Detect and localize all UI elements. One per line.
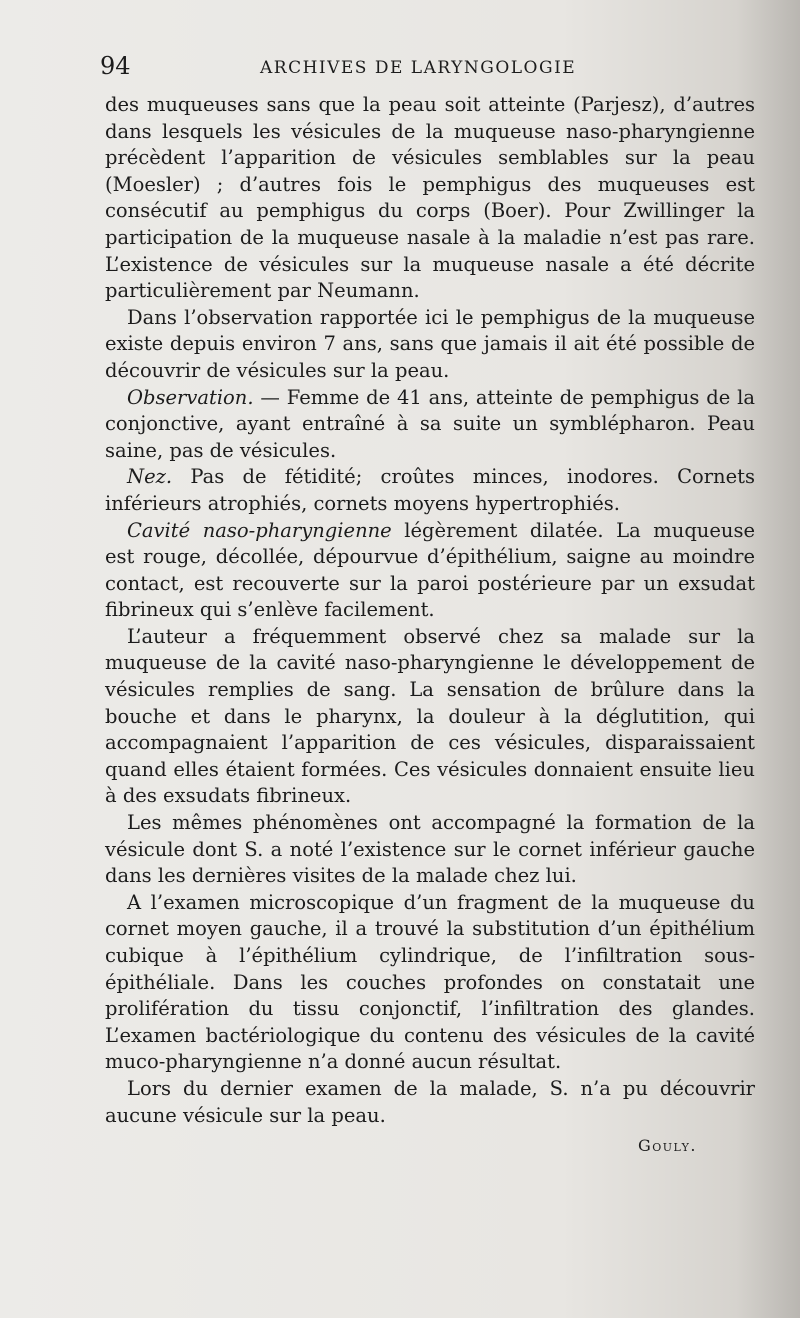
observation-label: Observation. — [127, 385, 254, 409]
observation-text: — Femme de 41 ans, atteinte de pemphigus de la conjonctive, ayant entraîné à sa suite un symblépharon. Peau saine, pas de vésicules. — [105, 385, 755, 462]
paragraph-examen: A l’examen microscopique d’un fragment de la muqueuse du cornet moyen gauche, il a trouvé la substitution d’un épithélium cubique à l’épithélium cylindrique, de l’infiltration sous-épithéliale. Dans les couches profondes on constatait une prolifération du tissu conjonctif, l’infiltration des glandes. L’examen bactériologique du contenu des vésicules de la cavité muco-pharyngienne n’a donné aucun résultat. — [105, 890, 755, 1074]
running-head: ARCHIVES DE LARYNGOLOGIE — [260, 58, 577, 78]
author-signature: Gouly. — [637, 1136, 697, 1156]
paragraph-1: des muqueuses sans que la peau soit atteinte (Parjesz), d’autres dans lesquels les vésicules de la muqueuse naso-pharyngienne précèdent l’apparition de vésicules semblables sur la peau (Moesler) ; d’autres fois le pemphigus des muqueuses est consécutif au pemphigus du corps (Boer). Pour Zwillinger la participation de la muqueuse nasale à la maladie n’est pas rare. L’existence de vésicules sur la muqueuse nasale a été décrite particulièrement par Neumann. — [105, 93, 755, 303]
paragraph-phenomenes: Les mêmes phénomènes ont accompagné la formation de la vésicule dont S. a noté l’existence sur le cornet inférieur gauche dans les dernières visites de la malade chez lui. — [105, 811, 755, 888]
body-text — [105, 92, 755, 1160]
page-number: 94 — [100, 52, 131, 80]
page-header — [100, 52, 760, 86]
nez-text: Pas de fétidité; croûtes minces, inodores. Cornets inférieurs atrophiés, cornets moyens hypertrophiés. — [105, 465, 755, 515]
paragraph-dernier-examen: Lors du dernier examen de la malade, S. n’a pu découvrir aucune vésicule sur la peau. — [105, 1076, 755, 1127]
paragraph-2: Dans l’observation rapportée ici le pemphigus de la muqueuse existe depuis environ 7 ans, sans que jamais il ait été possible de découvrir de vésicules sur la peau. — [105, 305, 755, 382]
observation-paragraph — [105, 385, 755, 465]
cavite-paragraph — [105, 518, 755, 624]
nez-label: Nez. — [127, 465, 173, 489]
nez-paragraph — [105, 464, 755, 517]
cavite-text: légèrement dilatée. La muqueuse est rouge, décollée, dépourvue d’épithélium, saigne au moindre contact, est recouverte sur la paroi postérieure par un exsudat fibrineux qui s’enlève facilement. — [105, 518, 756, 622]
paragraph-auteur: L’auteur a fréquemment observé chez sa malade sur la muqueuse de la cavité naso-pharyngienne le développement de vésicules remplies de sang. La sensation de brûlure dans la bouche et dans le pharynx, la douleur à la déglutition, qui accompagnaient l’apparition de ces vésicules, disparaissaient quand elles étaient formées. Ces vésicules donnaient ensuite lieu à des exsudats fibrineux. — [105, 624, 755, 808]
cavite-label: Cavité naso-pharyngienne — [127, 518, 392, 542]
